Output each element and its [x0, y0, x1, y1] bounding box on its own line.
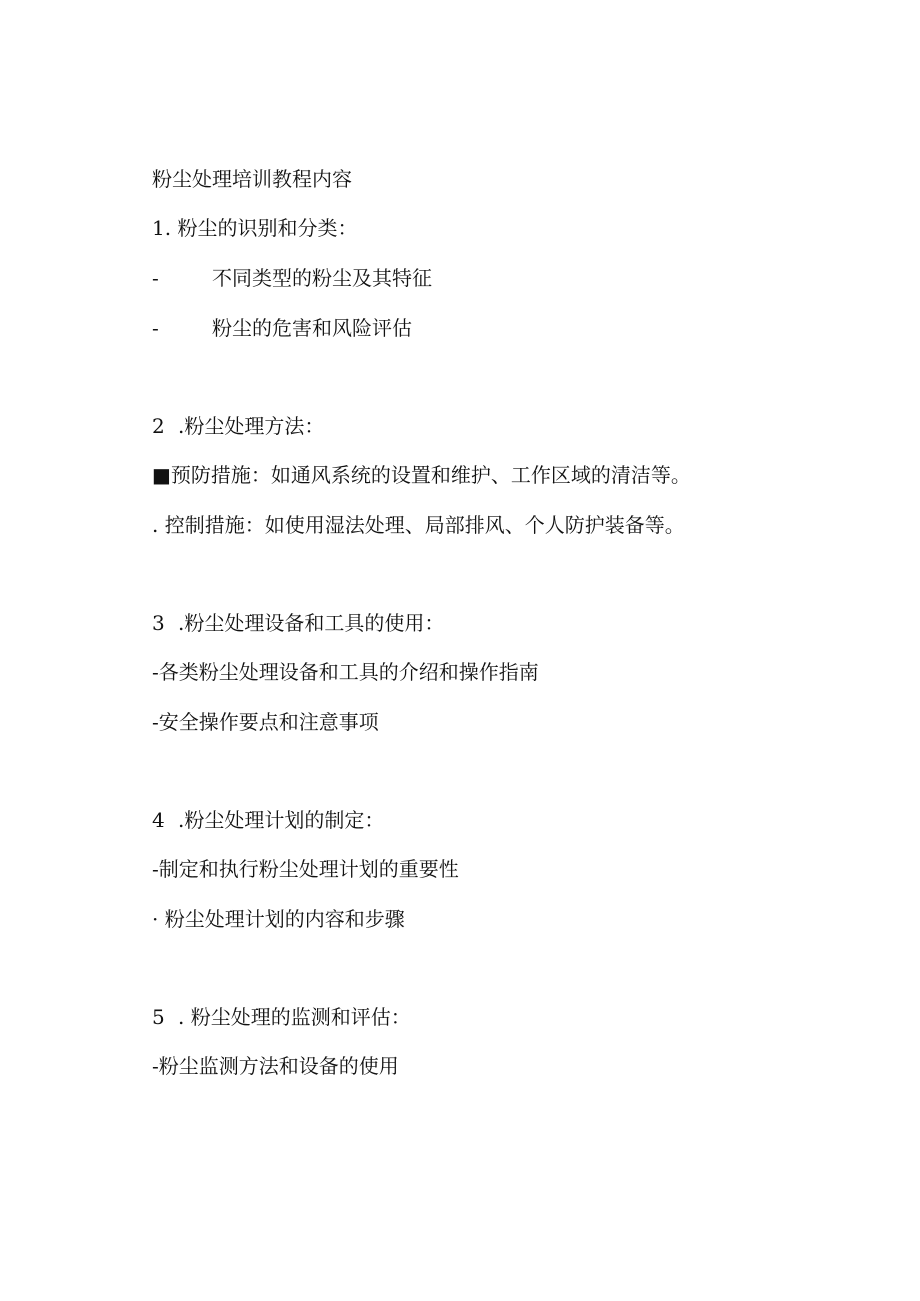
list-item-text: 各类粉尘处理设备和工具的介绍和操作指南	[158, 660, 539, 684]
list-item-text: 粉尘的危害和风险评估	[212, 316, 412, 340]
list-item-text: 制定和执行粉尘处理计划的重要性	[158, 857, 459, 881]
section-1-item-1	[152, 266, 432, 290]
list-marker: -	[152, 857, 159, 881]
list-item-text: 粉尘监测方法和设备的使用	[158, 1054, 399, 1078]
document-title: 粉尘处理培训教程内容	[152, 167, 352, 191]
section-heading-text: .粉尘处理设备和工具的使用：	[178, 611, 445, 635]
section-number: 4	[152, 808, 165, 832]
list-item-text: 不同类型的粉尘及其特征	[212, 266, 432, 290]
section-4-heading	[152, 808, 384, 832]
section-2-item-2	[152, 513, 685, 537]
section-heading-text: .粉尘处理计划的制定：	[178, 808, 385, 832]
list-marker: .	[152, 513, 159, 537]
section-3-heading	[152, 611, 444, 635]
list-marker: ■	[152, 463, 171, 487]
section-5-heading	[152, 1005, 411, 1029]
section-5-item-1	[152, 1054, 399, 1078]
section-number: 3	[152, 611, 165, 635]
list-marker: -	[152, 710, 159, 734]
section-heading-text: .粉尘处理方法：	[178, 414, 325, 438]
list-item-text: 粉尘处理计划的内容和步骤	[158, 907, 405, 931]
list-item-text: 预防措施：如通风系统的设置和维护、工作区域的清洁等。	[170, 463, 691, 487]
list-marker: -	[152, 1054, 159, 1078]
section-4-item-2	[152, 907, 405, 931]
list-marker: -	[152, 266, 159, 290]
section-heading-text: . 粉尘处理的监测和评估：	[178, 1005, 411, 1029]
list-item-text: 控制措施：如使用湿法处理、局部排风、个人防护装备等。	[158, 513, 685, 537]
section-1-heading: 1. 粉尘的识别和分类：	[152, 216, 358, 240]
section-number: 5	[152, 1005, 165, 1029]
section-number: 2	[152, 414, 165, 438]
section-3-item-2	[152, 710, 379, 734]
list-marker: -	[152, 316, 159, 340]
list-marker: ·	[152, 907, 159, 931]
section-3-item-1	[152, 660, 539, 684]
list-item-text: 安全操作要点和注意事项	[158, 710, 379, 734]
section-1-item-2	[152, 316, 412, 340]
section-2-item-1	[152, 463, 691, 487]
list-marker: -	[152, 660, 159, 684]
section-2-heading	[152, 414, 324, 438]
section-4-item-1	[152, 857, 459, 881]
